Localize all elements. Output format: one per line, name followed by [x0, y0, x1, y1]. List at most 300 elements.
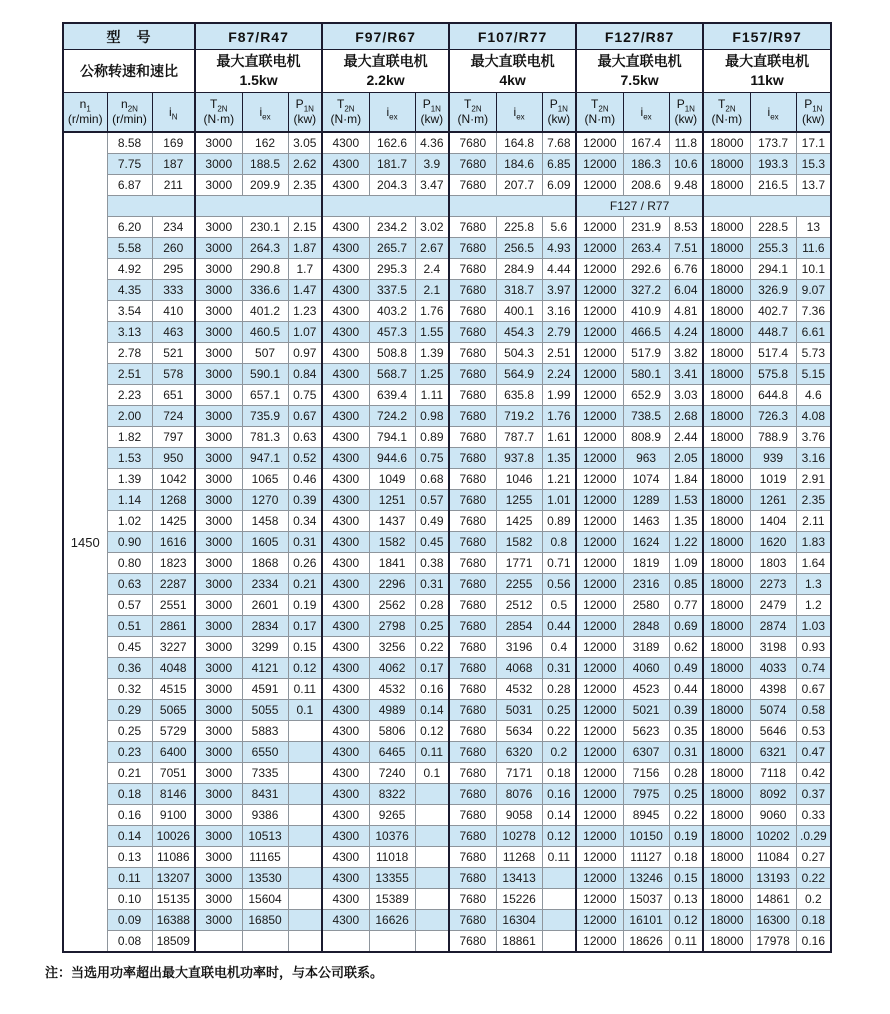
iex-cell: 517.9 [623, 343, 669, 364]
in-cell: 1425 [152, 511, 195, 532]
p1n-cell: 6.09 [542, 175, 576, 196]
col-header-T2N-3: $T_{2N}$ (N·m) [576, 93, 623, 133]
iex-cell: 207.7 [496, 175, 542, 196]
p1n-cell: 2.05 [669, 448, 703, 469]
t2n-cell: 12000 [576, 469, 623, 490]
p1n-cell: 0.45 [415, 532, 449, 553]
iex-cell: 5883 [242, 721, 288, 742]
in-cell: 4048 [152, 658, 195, 679]
col-header-iex-4: $i_{ex}$ [750, 93, 796, 133]
iex-cell: 4062 [369, 658, 415, 679]
iex-cell: 719.2 [496, 406, 542, 427]
table-row [63, 763, 831, 784]
n2n-cell: 0.25 [107, 721, 152, 742]
p1n-cell: 2.35 [796, 490, 831, 511]
iex-cell: 16300 [750, 910, 796, 931]
iex-cell: 186.3 [623, 154, 669, 175]
p1n-cell: 0.39 [288, 490, 322, 511]
t2n-cell: 4300 [322, 700, 369, 721]
t2n-cell: 18000 [703, 154, 750, 175]
t2n-cell: 7680 [449, 469, 496, 490]
t2n-cell: 18000 [703, 217, 750, 238]
iex-cell: 402.7 [750, 301, 796, 322]
p1n-cell: 0.22 [796, 868, 831, 889]
n2n-cell: 0.57 [107, 595, 152, 616]
iex-cell: 939 [750, 448, 796, 469]
iex-cell: 7171 [496, 763, 542, 784]
t2n-cell: 3000 [195, 721, 242, 742]
table-row [63, 889, 831, 910]
iex-cell: 1261 [750, 490, 796, 511]
t2n-cell: 12000 [576, 322, 623, 343]
in-cell: 7051 [152, 763, 195, 784]
p1n-cell: 0.11 [288, 679, 322, 700]
iex-cell: 507 [242, 343, 288, 364]
p1n-cell [288, 931, 322, 953]
table-body [63, 132, 831, 952]
iex-cell: 231.9 [623, 217, 669, 238]
iex-cell: 5021 [623, 700, 669, 721]
t2n-cell: 12000 [576, 532, 623, 553]
n2n-cell: 0.23 [107, 742, 152, 763]
iex-cell: 8076 [496, 784, 542, 805]
t2n-cell: 18000 [703, 448, 750, 469]
p1n-cell: 2.44 [669, 427, 703, 448]
iex-cell: 10150 [623, 826, 669, 847]
t2n-cell: 3000 [195, 175, 242, 196]
iex-cell: 228.5 [750, 217, 796, 238]
t2n-cell: 3000 [195, 154, 242, 175]
iex-cell: 13355 [369, 868, 415, 889]
t2n-cell: 7680 [449, 595, 496, 616]
n2n-cell: 0.21 [107, 763, 152, 784]
p1n-cell: 0.2 [542, 742, 576, 763]
motor-power-1: 最大直联电机 2.2kw [322, 50, 449, 93]
iex-cell: 1841 [369, 553, 415, 574]
p1n-cell: 3.97 [542, 280, 576, 301]
iex-cell: 15389 [369, 889, 415, 910]
n2n-cell: 0.16 [107, 805, 152, 826]
p1n-cell: 6.76 [669, 259, 703, 280]
in-cell: 4515 [152, 679, 195, 700]
t2n-cell: 18000 [703, 532, 750, 553]
iex-cell: 11127 [623, 847, 669, 868]
t2n-cell: 18000 [703, 364, 750, 385]
table-row [63, 595, 831, 616]
p1n-cell: 6.85 [542, 154, 576, 175]
p1n-cell: 1.87 [288, 238, 322, 259]
iex-cell: 13530 [242, 868, 288, 889]
special-group-cell-3: F127 / R77 [576, 196, 703, 217]
t2n-cell: 12000 [576, 511, 623, 532]
p1n-cell: 2.24 [542, 364, 576, 385]
t2n-cell: 12000 [576, 616, 623, 637]
p1n-cell: 1.7 [288, 259, 322, 280]
p1n-cell: 0.1 [415, 763, 449, 784]
iex-cell: 2316 [623, 574, 669, 595]
t2n-cell: 12000 [576, 889, 623, 910]
t2n-cell: 7680 [449, 406, 496, 427]
iex-cell: 1437 [369, 511, 415, 532]
t2n-cell: 3000 [195, 889, 242, 910]
t2n-cell: 7680 [449, 490, 496, 511]
p1n-cell: 0.67 [796, 679, 831, 700]
t2n-cell: 7680 [449, 217, 496, 238]
special-group-cell-0 [195, 196, 322, 217]
table-row [63, 868, 831, 889]
t2n-cell: 7680 [449, 616, 496, 637]
t2n-cell: 12000 [576, 784, 623, 805]
iex-cell: 181.7 [369, 154, 415, 175]
col-header-P1N-3: $P_{1N}$ (kw) [669, 93, 703, 133]
iex-cell: 1582 [369, 532, 415, 553]
p1n-cell: 0.77 [669, 595, 703, 616]
t2n-cell: 4300 [322, 553, 369, 574]
iex-cell: 13193 [750, 868, 796, 889]
iex-cell: 10202 [750, 826, 796, 847]
model-name-3: F127/R87 [576, 23, 703, 50]
t2n-cell: 3000 [195, 406, 242, 427]
n2n-cell: 5.58 [107, 238, 152, 259]
iex-cell: 568.7 [369, 364, 415, 385]
table-row [63, 217, 831, 238]
t2n-cell: 3000 [195, 784, 242, 805]
t2n-cell: 3000 [195, 574, 242, 595]
in-cell: 333 [152, 280, 195, 301]
iex-cell: 448.7 [750, 322, 796, 343]
iex-cell: 4121 [242, 658, 288, 679]
iex-cell: 162.6 [369, 132, 415, 154]
table-row [63, 658, 831, 679]
p1n-cell: 1.64 [796, 553, 831, 574]
iex-cell: 1289 [623, 490, 669, 511]
iex-cell: 4532 [496, 679, 542, 700]
iex-cell: 403.2 [369, 301, 415, 322]
iex-cell: 1458 [242, 511, 288, 532]
t2n-cell: 7680 [449, 805, 496, 826]
t2n-cell: 3000 [195, 910, 242, 931]
p1n-cell [415, 826, 449, 847]
t2n-cell: 12000 [576, 427, 623, 448]
iex-cell: 7156 [623, 763, 669, 784]
p1n-cell: 0.17 [288, 616, 322, 637]
p1n-cell: 0.25 [669, 784, 703, 805]
p1n-cell: 0.25 [415, 616, 449, 637]
t2n-cell: 18000 [703, 721, 750, 742]
iex-cell: 204.3 [369, 175, 415, 196]
t2n-cell: 18000 [703, 553, 750, 574]
p1n-cell: 0.63 [288, 427, 322, 448]
column-header-row [63, 93, 831, 133]
t2n-cell: 12000 [576, 154, 623, 175]
iex-cell: 162 [242, 132, 288, 154]
t2n-cell: 3000 [195, 469, 242, 490]
p1n-cell [288, 868, 322, 889]
p1n-cell: 1.09 [669, 553, 703, 574]
iex-cell: 3256 [369, 637, 415, 658]
t2n-cell: 12000 [576, 364, 623, 385]
p1n-cell: 3.41 [669, 364, 703, 385]
p1n-cell [288, 847, 322, 868]
p1n-cell [288, 721, 322, 742]
p1n-cell: 4.6 [796, 385, 831, 406]
iex-cell: 18861 [496, 931, 542, 953]
p1n-cell: 0.16 [542, 784, 576, 805]
table-row [63, 490, 831, 511]
in-cell: 169 [152, 132, 195, 154]
t2n-cell: 12000 [576, 385, 623, 406]
table-row [63, 301, 831, 322]
iex-cell: 13413 [496, 868, 542, 889]
n2n-cell: 0.18 [107, 784, 152, 805]
p1n-cell [542, 910, 576, 931]
table-row [63, 805, 831, 826]
t2n-cell: 12000 [576, 280, 623, 301]
t2n-cell: 12000 [576, 679, 623, 700]
p1n-cell: 9.07 [796, 280, 831, 301]
p1n-cell: 5.15 [796, 364, 831, 385]
p1n-cell: 2.51 [542, 343, 576, 364]
t2n-cell: 18000 [703, 385, 750, 406]
iex-cell: 9265 [369, 805, 415, 826]
iex-cell: 652.9 [623, 385, 669, 406]
p1n-cell: 0.35 [669, 721, 703, 742]
iex-cell: 15226 [496, 889, 542, 910]
in-cell: 410 [152, 301, 195, 322]
motor-power-0: 最大直联电机 1.5kw [195, 50, 322, 93]
in-cell: 463 [152, 322, 195, 343]
p1n-cell: 0.97 [288, 343, 322, 364]
t2n-cell: 12000 [576, 700, 623, 721]
p1n-cell: 0.8 [542, 532, 576, 553]
iex-cell: 2255 [496, 574, 542, 595]
table-row [63, 238, 831, 259]
iex-cell: 9060 [750, 805, 796, 826]
p1n-cell: 0.12 [415, 721, 449, 742]
iex-cell: 3189 [623, 637, 669, 658]
t2n-cell: 7680 [449, 637, 496, 658]
p1n-cell [288, 742, 322, 763]
p1n-cell: 11.6 [796, 238, 831, 259]
in-cell: 16388 [152, 910, 195, 931]
iex-cell: 167.4 [623, 132, 669, 154]
table-row [63, 154, 831, 175]
p1n-cell: 0.33 [796, 805, 831, 826]
t2n-cell: 12000 [576, 574, 623, 595]
p1n-cell: 1.53 [669, 490, 703, 511]
p1n-cell [415, 889, 449, 910]
iex-cell: 209.9 [242, 175, 288, 196]
table-row [63, 553, 831, 574]
iex-cell: 6465 [369, 742, 415, 763]
p1n-cell [415, 847, 449, 868]
t2n-cell: 4300 [322, 448, 369, 469]
in-cell: 295 [152, 259, 195, 280]
table-row [63, 385, 831, 406]
model-name-0: F87/R47 [195, 23, 322, 50]
t2n-cell: 4300 [322, 532, 369, 553]
p1n-cell: 0.31 [415, 574, 449, 595]
p1n-cell: 15.3 [796, 154, 831, 175]
p1n-cell: 0.68 [415, 469, 449, 490]
p1n-cell: 1.11 [415, 385, 449, 406]
iex-cell: 788.9 [750, 427, 796, 448]
iex-cell: 1582 [496, 532, 542, 553]
n2n-cell: 3.13 [107, 322, 152, 343]
t2n-cell: 4300 [322, 217, 369, 238]
t2n-cell: 3000 [195, 616, 242, 637]
iex-cell: 10278 [496, 826, 542, 847]
t2n-cell: 18000 [703, 868, 750, 889]
t2n-cell: 18000 [703, 679, 750, 700]
iex-cell: 1868 [242, 553, 288, 574]
t2n-cell: 3000 [195, 448, 242, 469]
n2n-cell: 4.35 [107, 280, 152, 301]
iex-cell: 14861 [750, 889, 796, 910]
p1n-cell: 3.47 [415, 175, 449, 196]
iex-cell: 18626 [623, 931, 669, 953]
t2n-cell: 18000 [703, 280, 750, 301]
table-row [63, 637, 831, 658]
t2n-cell: 3000 [195, 826, 242, 847]
iex-cell: 2601 [242, 595, 288, 616]
table-row [63, 784, 831, 805]
p1n-cell: 0.19 [669, 826, 703, 847]
p1n-cell [288, 763, 322, 784]
motor-power-4: 最大直联电机 11kw [703, 50, 831, 93]
t2n-cell: 18000 [703, 490, 750, 511]
t2n-cell: 7680 [449, 364, 496, 385]
p1n-cell: 0.18 [669, 847, 703, 868]
p1n-cell: 0.17 [415, 658, 449, 679]
p1n-cell: 13 [796, 217, 831, 238]
p1n-cell: 0.49 [415, 511, 449, 532]
in-cell: 797 [152, 427, 195, 448]
iex-cell: 1270 [242, 490, 288, 511]
iex-cell: 13246 [623, 868, 669, 889]
col-header-T2N-4: $T_{2N}$ (N·m) [703, 93, 750, 133]
motor-header-row [63, 50, 831, 93]
in-cell: 2551 [152, 595, 195, 616]
n2n-cell: 6.20 [107, 217, 152, 238]
iex-cell: 724.2 [369, 406, 415, 427]
n2n-cell: 0.32 [107, 679, 152, 700]
table-row [63, 448, 831, 469]
t2n-cell: 7680 [449, 763, 496, 784]
iex-cell: 1624 [623, 532, 669, 553]
n2n-cell: 6.87 [107, 175, 152, 196]
iex-cell: 336.6 [242, 280, 288, 301]
in-cell: 187 [152, 154, 195, 175]
col-header-iN: $i_N$ [152, 93, 195, 133]
iex-cell: 735.9 [242, 406, 288, 427]
iex-cell: 3299 [242, 637, 288, 658]
model-name-1: F97/R67 [322, 23, 449, 50]
t2n-cell: 18000 [703, 406, 750, 427]
iex-cell: 466.5 [623, 322, 669, 343]
iex-cell: 2296 [369, 574, 415, 595]
n2n-cell: 0.80 [107, 553, 152, 574]
iex-cell: 284.9 [496, 259, 542, 280]
table-row [63, 532, 831, 553]
iex-cell: 787.7 [496, 427, 542, 448]
in-cell: 6400 [152, 742, 195, 763]
p1n-cell: 4.08 [796, 406, 831, 427]
p1n-cell: 0.71 [542, 553, 576, 574]
iex-cell: 590.1 [242, 364, 288, 385]
iex-cell: 216.5 [750, 175, 796, 196]
p1n-cell: 3.9 [415, 154, 449, 175]
iex-cell: 263.4 [623, 238, 669, 259]
col-header-n2N: $n_{2N}$ (r/min) [107, 93, 152, 133]
p1n-cell: 1.35 [669, 511, 703, 532]
t2n-cell: 7680 [449, 427, 496, 448]
p1n-cell: 13.7 [796, 175, 831, 196]
p1n-cell [288, 784, 322, 805]
t2n-cell: 18000 [703, 175, 750, 196]
t2n-cell: 4300 [322, 721, 369, 742]
iex-cell: 2334 [242, 574, 288, 595]
t2n-cell: 7680 [449, 238, 496, 259]
spec-table [62, 22, 832, 953]
p1n-cell: 0.19 [288, 595, 322, 616]
iex-cell: 944.6 [369, 448, 415, 469]
p1n-cell: 0.18 [542, 763, 576, 784]
p1n-cell [288, 826, 322, 847]
table-row [63, 574, 831, 595]
col-header-n1: $n_1$ (r/min) [63, 93, 107, 133]
p1n-cell: 3.05 [288, 132, 322, 154]
t2n-cell: 3000 [195, 637, 242, 658]
iex-cell: 16626 [369, 910, 415, 931]
iex-cell: 318.7 [496, 280, 542, 301]
t2n-cell: 3000 [195, 742, 242, 763]
iex-cell: 193.3 [750, 154, 796, 175]
t2n-cell: 4300 [322, 805, 369, 826]
p1n-cell: 1.76 [415, 301, 449, 322]
iex-cell: 11165 [242, 847, 288, 868]
iex-cell: 11268 [496, 847, 542, 868]
t2n-cell: 12000 [576, 238, 623, 259]
t2n-cell: 18000 [703, 301, 750, 322]
t2n-cell: 18000 [703, 847, 750, 868]
iex-cell: 208.6 [623, 175, 669, 196]
p1n-cell: 2.15 [288, 217, 322, 238]
p1n-cell: 0.11 [542, 847, 576, 868]
t2n-cell: 12000 [576, 868, 623, 889]
p1n-cell: 0.75 [415, 448, 449, 469]
model-name-2: F107/R77 [449, 23, 576, 50]
iex-cell: 7240 [369, 763, 415, 784]
col-header-iex-2: $i_{ex}$ [496, 93, 542, 133]
iex-cell: 264.3 [242, 238, 288, 259]
t2n-cell: 18000 [703, 889, 750, 910]
table-row [63, 511, 831, 532]
p1n-cell: .0.29 [796, 826, 831, 847]
p1n-cell: 0.12 [288, 658, 322, 679]
t2n-cell: 3000 [195, 490, 242, 511]
table-row [63, 132, 831, 154]
table-row [63, 910, 831, 931]
table-row [63, 700, 831, 721]
t2n-cell: 4300 [322, 742, 369, 763]
iex-cell: 225.8 [496, 217, 542, 238]
col-header-iex-0: $i_{ex}$ [242, 93, 288, 133]
table-row [63, 721, 831, 742]
in-cell: 651 [152, 385, 195, 406]
t2n-cell: 3000 [195, 217, 242, 238]
t2n-cell: 18000 [703, 700, 750, 721]
